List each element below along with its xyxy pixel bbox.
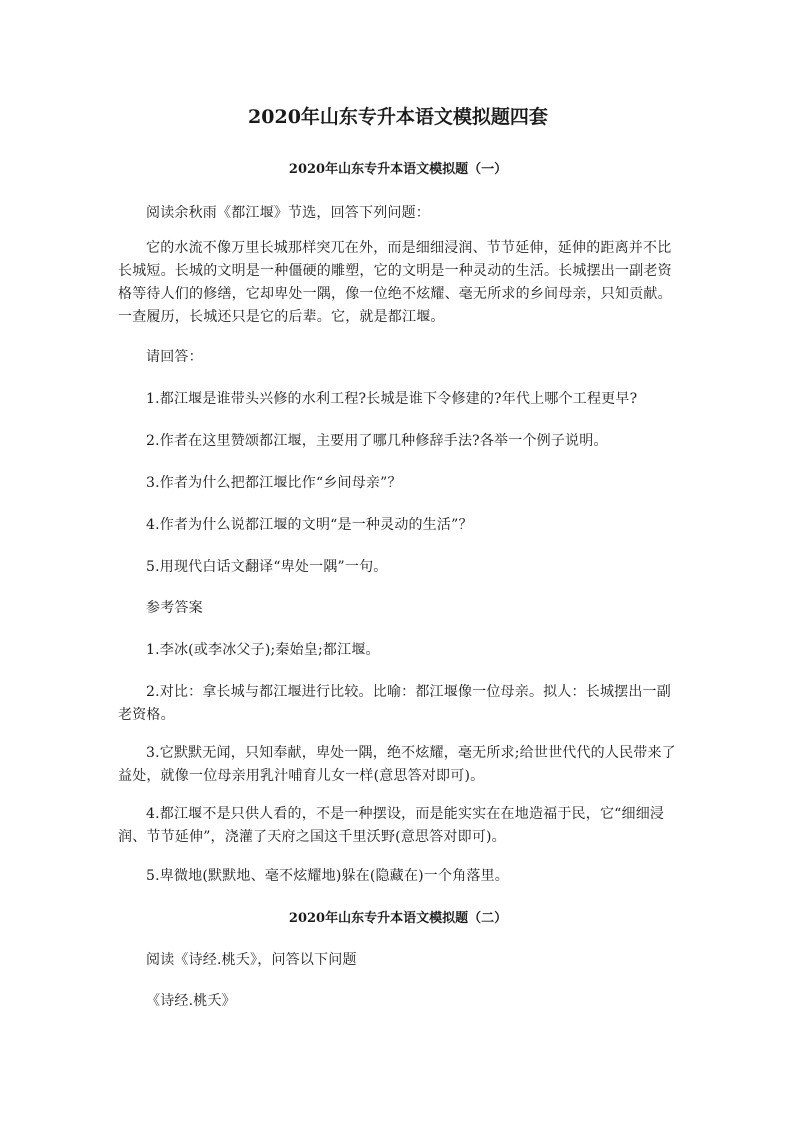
section-2-title: 2020年山东专升本语文模拟题（二） bbox=[288, 911, 508, 926]
section-2-intro: 阅读《诗经.桃夭》，问答以下问题 bbox=[146, 952, 357, 968]
section-1-intro: 阅读余秋雨《都江堰》节选，回答下列问题： bbox=[146, 205, 430, 221]
section-1-title: 2020年山东专升本语文模拟题（一） bbox=[288, 162, 508, 177]
poem-title: 《诗经.桃夭》 bbox=[146, 993, 236, 1009]
answer-item: 2.对比：拿长城与都江堰进行比较。比喻：都江堰像一位母亲。拟人：长城摆出一副老资格。 bbox=[118, 684, 671, 723]
section-1-please-answer: 请回答： bbox=[146, 349, 203, 365]
answer-item: 4.都江堰不是只供人看的，不是一种摆设，而是能实实在在地造福于民，它“细细浸润、节节延伸”，浇灌了天府之国这千里沃野(意思答对即可)。 bbox=[118, 806, 665, 845]
question-item: 5.用现代白话文翻译“卑处一隅”一句。 bbox=[146, 559, 388, 575]
question-item: 4.作者为什么说都江堰的文明“是一种灵动的生活”？ bbox=[146, 517, 473, 533]
document-title: 2020年山东专升本语文模拟题四套 bbox=[248, 106, 548, 128]
document-page bbox=[118, 0, 678, 1123]
answer-item: 3.它默默无闻，只知奉献，卑处一隅，绝不炫耀，毫无所求;给世世代代的人民带来了益处，就像一位母亲用乳汁哺育儿女一样(意思答对即可)。 bbox=[118, 745, 676, 784]
question-item: 3.作者为什么把都江堰比作“乡间母亲”？ bbox=[146, 475, 402, 491]
question-item: 1.都江堰是谁带头兴修的水利工程?长城是谁下令修建的?年代上哪个工程更早? bbox=[146, 391, 638, 407]
answer-item: 1.李冰(或李冰父子);秦始皇;都江堰。 bbox=[146, 642, 380, 658]
answers-heading: 参考答案 bbox=[146, 600, 203, 616]
answer-item: 5.卑微地(默默地、毫不炫耀地)躲在(隐藏在)一个角落里。 bbox=[146, 868, 510, 884]
section-1-passage: 它的水流不像万里长城那样突兀在外，而是细细浸润、节节延伸，延伸的距离并不比长城短。长城的文明是一种僵硬的雕塑，它的文明是一种灵动的生活。长城摆出一副老资格等待人们的修缮，它却卑处一隅，像一位绝不炫耀、毫无所求的乡间母亲，只知贡献。一查履历，长城还只是它的后辈。它，就是都江堰。 bbox=[118, 240, 672, 325]
question-item: 2.作者在这里赞颂都江堰，主要用了哪几种修辞手法?各举一个例子说明。 bbox=[146, 433, 608, 449]
